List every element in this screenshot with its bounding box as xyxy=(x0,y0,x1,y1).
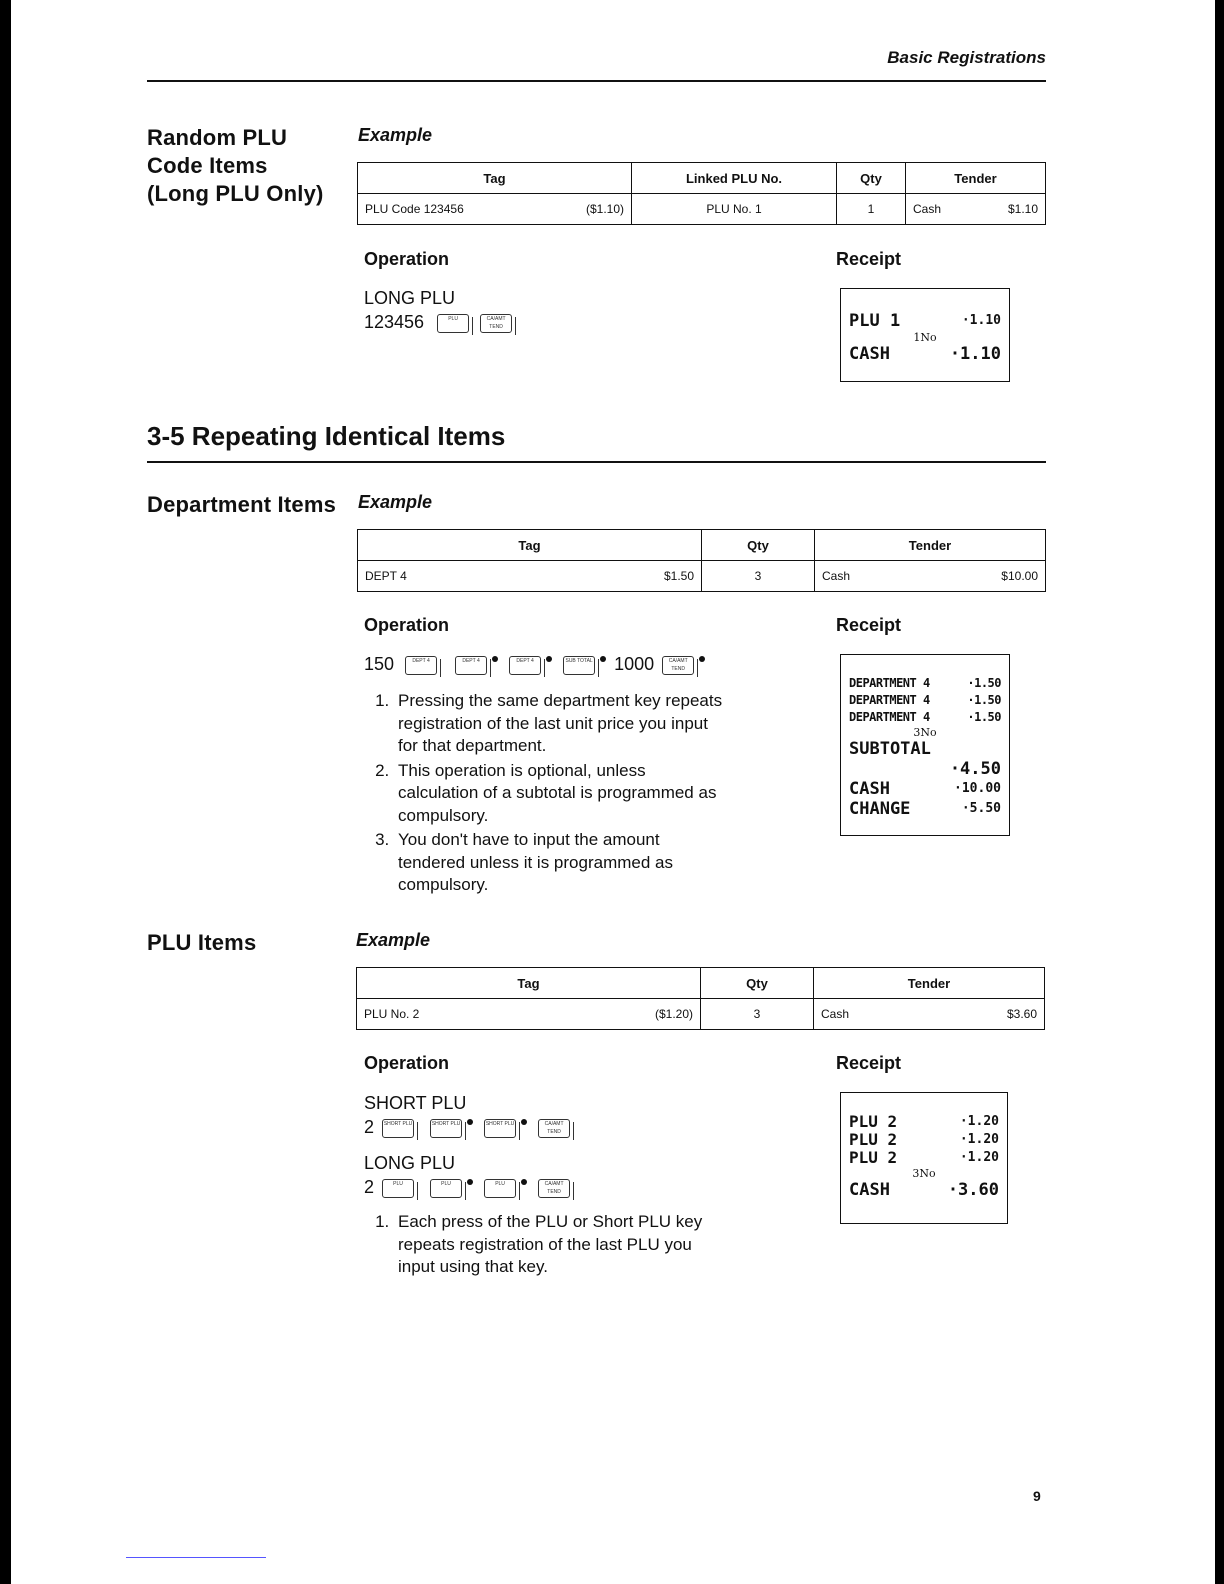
qty-cell: 3 xyxy=(701,999,814,1030)
random-plu-receipt: PLU 1 ·1.10 1No CASH ·1.10 xyxy=(840,288,1010,382)
subtotal-key-icon: SUB TOTAL xyxy=(563,656,595,675)
tend-key-icon: CA/AMT TEND xyxy=(662,656,694,675)
section-rule xyxy=(147,461,1046,463)
note-item: 1. Pressing the same department key repeats registration of the last unit price you input for that department. xyxy=(394,690,724,758)
example-label: Example xyxy=(358,492,433,512)
col-header-qty: Qty xyxy=(701,968,814,999)
example-label: Example xyxy=(358,125,433,145)
col-header-tag: Tag xyxy=(358,530,702,561)
dept4-key-icon: DEPT 4 xyxy=(509,656,541,675)
department-operation: 150 DEPT 4 DEPT 4 DEPT 4 SUB TOTAL 1000 CA/AMT TEND xyxy=(364,652,708,676)
plu-notes xyxy=(364,1211,724,1281)
tender-cell: Cash $3.60 xyxy=(821,1007,1037,1021)
operation-label: Operation xyxy=(364,615,450,635)
col-header-tag: Tag xyxy=(357,968,701,999)
plu-key-icon: PLU xyxy=(430,1179,462,1198)
col-header-tender: Tender xyxy=(815,530,1046,561)
col-header-tender: Tender xyxy=(814,968,1045,999)
receipt-label: Receipt xyxy=(836,615,902,635)
operation-label: Operation xyxy=(364,1053,450,1073)
department-notes xyxy=(364,690,724,899)
header-rule xyxy=(147,80,1046,82)
section-title: 3-5 Repeating Identical Items xyxy=(147,421,506,451)
tend-key-icon: CA/AMT TEND xyxy=(480,314,512,333)
plu-key-icon: PLU xyxy=(382,1179,414,1198)
linked-cell: PLU No. 1 xyxy=(632,194,837,225)
plu-operation: SHORT PLU 2 SHORT PLU SHORT PLU SHORT PLU CA/AMT TEND LONG PLU 2 PLU PLU PLU CA/AMT TEND xyxy=(364,1091,573,1199)
qty-cell: 1 xyxy=(837,194,906,225)
department-receipt: DEPARTMENT 4 ·1.50 DEPARTMENT 4 ·1.50 DEPARTMENT 4 ·1.50 3No SUBTOTAL ·4.50 CASH ·10.00 CHANGE ·5.50 xyxy=(840,654,1010,836)
qty-cell: 3 xyxy=(702,561,815,592)
note-item: 3. You don't have to input the amount tendered unless it is programmed as compulsory. xyxy=(394,829,724,897)
tend-key-icon: CA/AMT TEND xyxy=(538,1119,570,1138)
note-item: 1. Each press of the PLU or Short PLU key repeats registration of the last PLU you input using that key. xyxy=(394,1211,724,1279)
random-plu-operation: LONG PLU 123456 PLU CA/AMT TEND xyxy=(364,286,515,334)
plu-items-heading: PLU Items xyxy=(147,930,257,955)
col-header-tender: Tender xyxy=(906,163,1046,194)
plu-example-table xyxy=(356,967,1045,1030)
receipt-label: Receipt xyxy=(836,1053,902,1073)
plu-receipt: PLU 2 ·1.20 PLU 2 ·1.20 PLU 2 ·1.20 3No CASH ·3.60 xyxy=(840,1092,1008,1224)
receipt-label: Receipt xyxy=(836,249,902,269)
scan-left-edge xyxy=(0,0,11,1584)
random-plu-heading: Random PLU Code Items (Long PLU Only) xyxy=(147,125,324,206)
short-plu-key-icon: SHORT PLU xyxy=(382,1119,414,1138)
col-header-linked: Linked PLU No. xyxy=(632,163,837,194)
short-plu-key-icon: SHORT PLU xyxy=(484,1119,516,1138)
tag-cell: PLU Code 123456 ($1.10) xyxy=(365,202,624,216)
scan-right-edge xyxy=(1215,0,1224,1584)
tender-cell: Cash $1.10 xyxy=(913,202,1038,216)
plu-key-icon: PLU xyxy=(484,1179,516,1198)
col-header-qty: Qty xyxy=(837,163,906,194)
dept4-key-icon: DEPT 4 xyxy=(455,656,487,675)
col-header-qty: Qty xyxy=(702,530,815,561)
tag-cell: PLU No. 2 ($1.20) xyxy=(364,1007,693,1021)
col-header-tag: Tag xyxy=(358,163,632,194)
note-item: 2. This operation is optional, unless calculation of a subtotal is programmed as compulsory. xyxy=(394,760,724,828)
random-plu-example-table xyxy=(357,162,1046,225)
tender-cell: Cash $10.00 xyxy=(822,569,1038,583)
tend-key-icon: CA/AMT TEND xyxy=(538,1179,570,1198)
short-plu-key-icon: SHORT PLU xyxy=(430,1119,462,1138)
department-example-table xyxy=(357,529,1046,592)
footer-link-underline xyxy=(126,1557,266,1558)
dept4-key-icon: DEPT 4 xyxy=(405,656,437,675)
page-number: 9 xyxy=(1033,1488,1041,1504)
operation-label: Operation xyxy=(364,249,450,269)
running-header: Basic Registrations xyxy=(887,48,1046,67)
department-items-heading: Department Items xyxy=(147,492,337,517)
tag-cell: DEPT 4 $1.50 xyxy=(365,569,694,583)
example-label: Example xyxy=(356,930,431,950)
plu-key-icon: PLU xyxy=(437,314,469,333)
